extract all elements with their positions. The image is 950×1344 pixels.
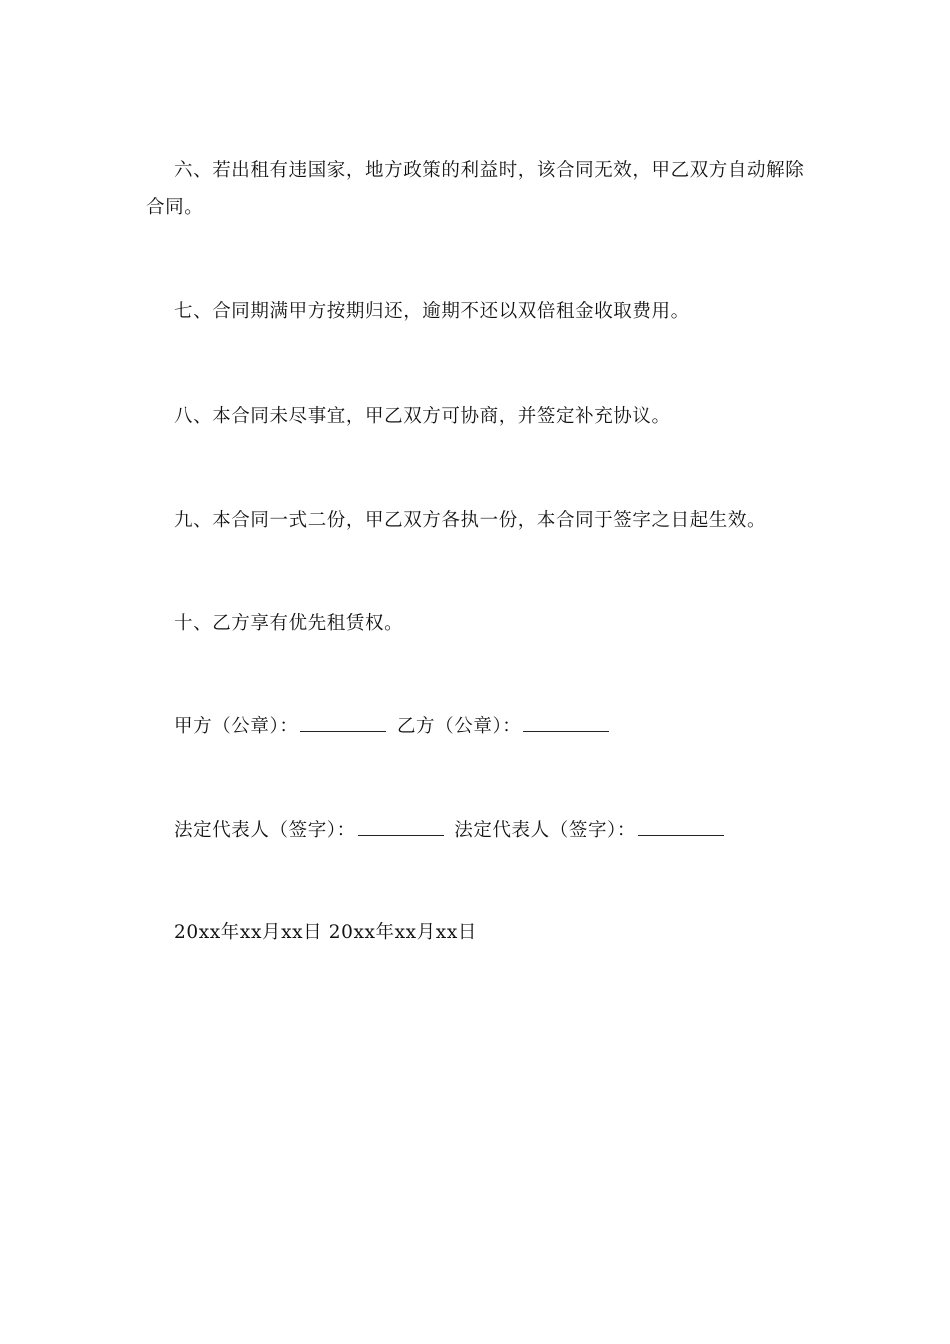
rep-a-signature-blank[interactable]	[358, 815, 444, 836]
party-a-seal-blank[interactable]	[300, 711, 386, 732]
clause-six: 六、若出租有违国家，地方政策的利益时，该合同无效，甲乙双方自动解除合同。	[146, 160, 805, 218]
date-a: 20xx年xx月xx日	[174, 922, 323, 943]
rep-b-label: 法定代表人（签字）：	[454, 820, 637, 841]
party-b-seal-blank[interactable]	[523, 711, 609, 732]
party-a-seal-label: 甲方（公章）：	[174, 716, 299, 737]
clause-seven: 七、合同期满甲方按期归还，逾期不还以双倍租金收取费用。	[174, 301, 690, 322]
date-b: 20xx年xx月xx日	[328, 922, 477, 943]
seal-line	[174, 711, 613, 742]
party-b-seal-label: 乙方（公章）：	[396, 716, 522, 737]
clause-ten: 十、乙方享有优先租赁权。	[174, 613, 404, 634]
rep-a-label: 法定代表人（签字）：	[174, 820, 356, 841]
clause-eight: 八、本合同未尽事宜，甲乙双方可协商，并签定补充协议。	[174, 406, 671, 427]
representative-line	[174, 815, 728, 846]
rep-b-signature-blank[interactable]	[638, 815, 724, 836]
date-line	[174, 918, 477, 948]
clause-nine: 九、本合同一式二份，甲乙双方各执一份，本合同于签字之日起生效。	[174, 510, 767, 531]
